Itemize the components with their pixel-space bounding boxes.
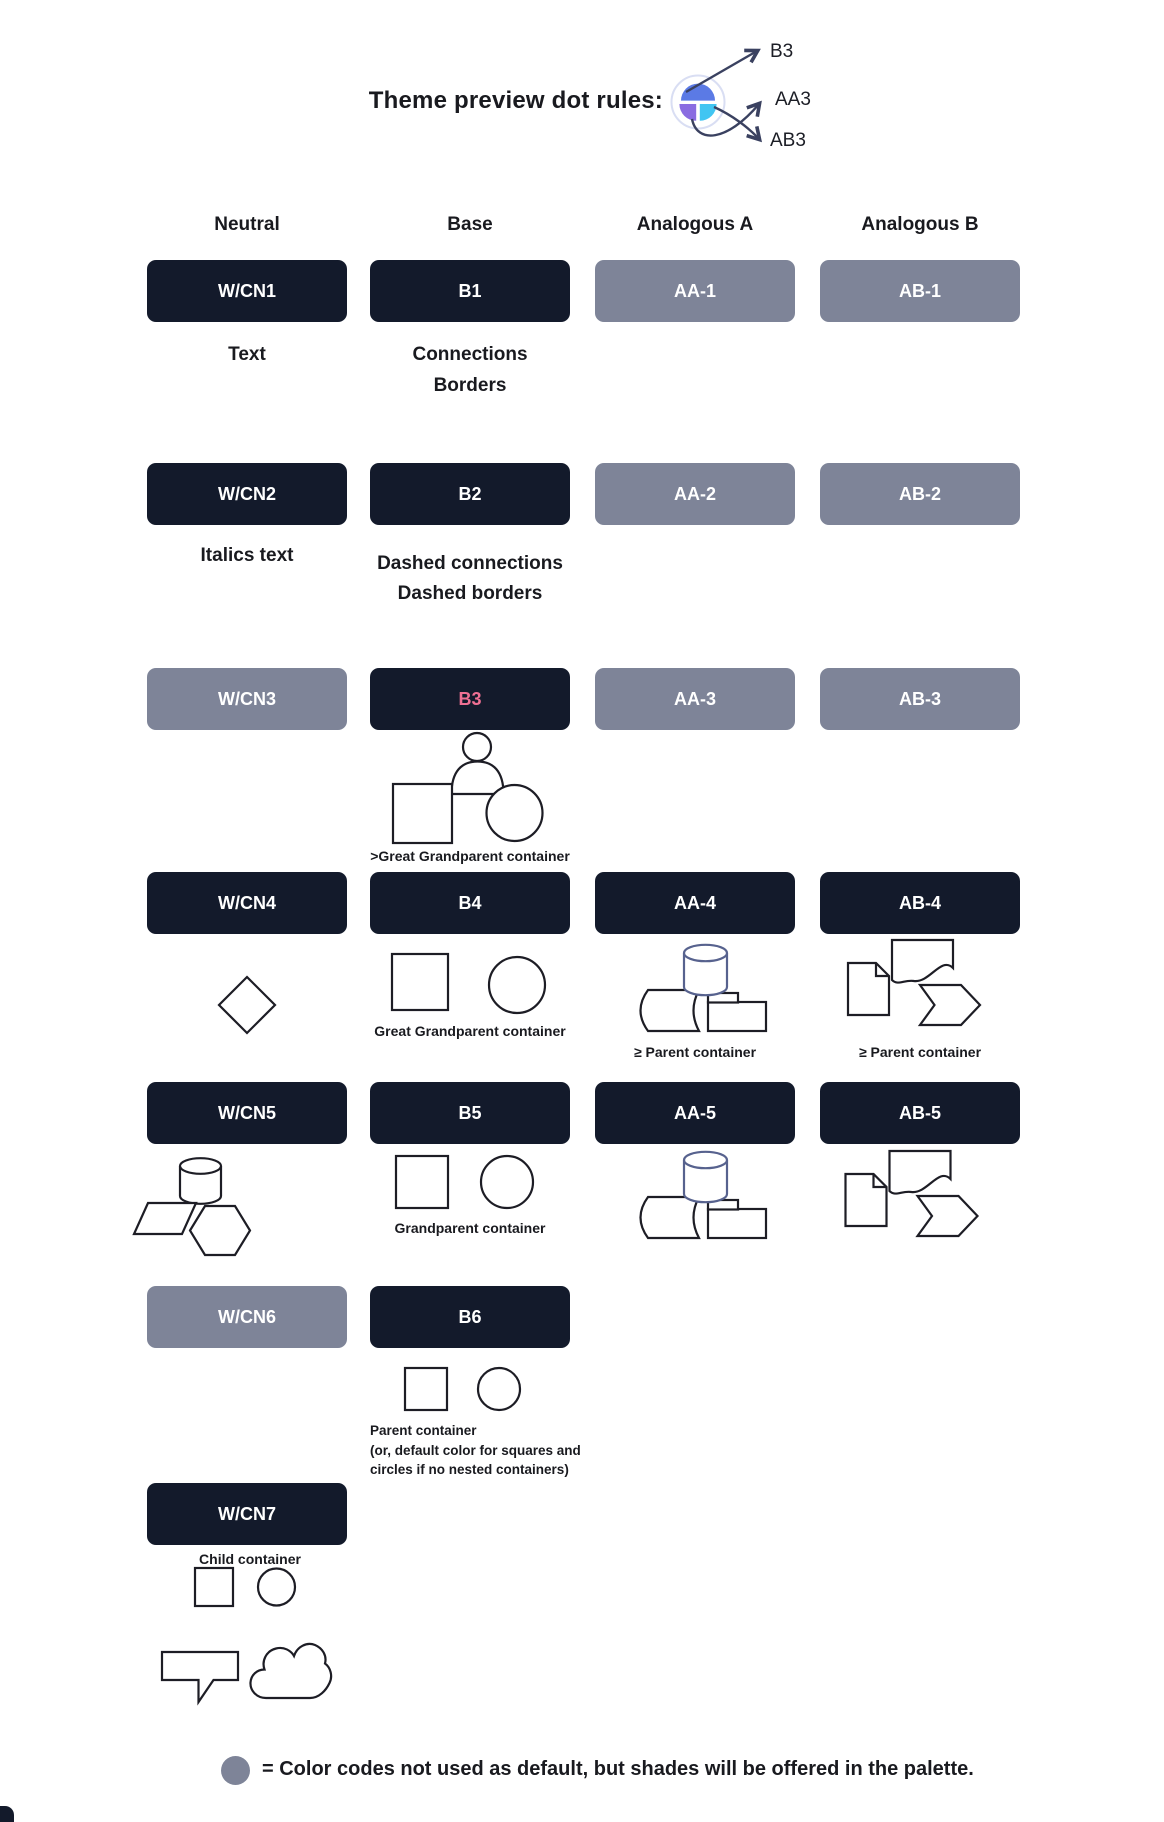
- swatch-wcn1: W/CN1: [147, 260, 347, 322]
- arrow-to-b3: [686, 51, 757, 92]
- swatch-b2: B2: [370, 463, 570, 525]
- note-grandparent: Grandparent container: [394, 1220, 546, 1236]
- dot-rule-arrows: [686, 51, 759, 139]
- swatch-wcn6: W/CN6: [147, 1286, 347, 1348]
- swatch-wcn5: W/CN5: [147, 1082, 347, 1144]
- note-borders: Borders: [433, 375, 507, 396]
- note-connections: Connections: [412, 344, 528, 365]
- note-parent-container-line3: circles if no nested containers): [370, 1462, 569, 1477]
- arrow-to-aa3: [692, 104, 759, 136]
- person-square-circle-icon: [393, 733, 543, 843]
- column-header-neutral: Neutral: [214, 214, 280, 235]
- square-icon: [392, 954, 448, 1010]
- square-icon: [195, 1568, 233, 1606]
- note-child-container: Child container: [199, 1551, 301, 1567]
- column-header-analogous-a: Analogous A: [636, 214, 754, 235]
- swatch-aa2: AA-2: [595, 463, 795, 525]
- swatch-b3: B3: [370, 668, 570, 730]
- ab5-shape-cluster: [846, 1151, 978, 1236]
- swatch-aa1: AA-1: [595, 260, 795, 322]
- aa4-shape-cluster: [641, 945, 767, 1031]
- note-dashed-connections: Dashed connections: [377, 553, 563, 574]
- swatch-b6: B6: [370, 1286, 570, 1348]
- person-shoulders-icon: [452, 762, 504, 795]
- swatch-aa4: AA-4: [595, 872, 795, 934]
- ab4-shape-cluster: [848, 940, 980, 1025]
- diamond-icon: [219, 977, 275, 1033]
- legend-note: = Color codes not used as default, but shades will be offered in the palette.: [262, 1758, 974, 1780]
- column-header-analogous-b: Analogous B: [861, 214, 979, 235]
- note-parent-aa: ≥ Parent container: [633, 1044, 757, 1060]
- note-gt-great-grandparent: >Great Grandparent container: [370, 848, 570, 864]
- swatch-ab2: AB-2: [820, 463, 1020, 525]
- speech-cloud-icons: [162, 1644, 331, 1702]
- dot-rule-label-b3: B3: [770, 41, 794, 62]
- swatch-wcn2: W/CN2: [147, 463, 347, 525]
- swatch-ab4: AB-4: [820, 872, 1020, 934]
- swatch-aa5: AA-5: [595, 1082, 795, 1144]
- note-dashed-borders: Dashed borders: [397, 583, 543, 604]
- circle-icon: [478, 1368, 520, 1410]
- dot-top-half: [681, 84, 715, 101]
- swatch-wcn3: W/CN3: [147, 668, 347, 730]
- note-parent-container-block: [370, 1421, 581, 1480]
- theme-preview-dot-icon: [672, 76, 725, 129]
- swatch-ab1: AB-1: [820, 260, 1020, 322]
- swatch-b1: B1: [370, 260, 570, 322]
- square-icon: [393, 784, 452, 843]
- circle-icon: [489, 957, 545, 1013]
- dot-bottom-left-quarter: [679, 104, 696, 121]
- circle-icon: [487, 785, 543, 841]
- circle-icon: [258, 1569, 295, 1606]
- arrow-to-ab3: [714, 107, 759, 139]
- note-parent-container-line2: (or, default color for squares and: [370, 1442, 581, 1458]
- dot-bottom-right-quarter: [700, 104, 717, 121]
- cylinder-top-icon: [180, 1158, 221, 1174]
- note-parent-container-line1: Parent container: [370, 1423, 477, 1438]
- swatch-aa3: AA-3: [595, 668, 795, 730]
- swatch-b4: B4: [370, 872, 570, 934]
- note-great-grandparent: Great Grandparent container: [374, 1023, 566, 1039]
- swatch-wcn7: W/CN7: [147, 1483, 347, 1545]
- page-title: Theme preview dot rules:: [368, 87, 663, 114]
- speech-bubble-icon: [162, 1652, 238, 1702]
- swatch-ab5: AB-5: [820, 1082, 1020, 1144]
- aa5-shape-cluster: [641, 1152, 767, 1238]
- swatch-ab3: AB-3: [820, 668, 1020, 730]
- square-circle-icon-wcn7: [195, 1568, 295, 1606]
- swatch-b5: B5: [370, 1082, 570, 1144]
- cylinder-parallelogram-hexagon-icon: [134, 1158, 250, 1255]
- cloud-icon: [250, 1644, 331, 1698]
- square-circle-icon-b6: [405, 1368, 520, 1410]
- square-circle-icon-b5: [396, 1156, 533, 1208]
- parallelogram-icon: [134, 1203, 196, 1234]
- cropped-swatch-corner: [0, 1806, 14, 1822]
- note-italics-text: Italics text: [200, 545, 294, 566]
- note-text: Text: [228, 344, 266, 365]
- dot-rule-label-ab3: AB3: [770, 130, 806, 151]
- cylinder-icon: [180, 1166, 221, 1204]
- note-parent-ab: ≥ Parent container: [858, 1044, 982, 1060]
- dot-rule-label-aa3: AA3: [775, 89, 811, 110]
- person-head-icon: [463, 733, 491, 761]
- square-icon: [405, 1368, 447, 1410]
- legend-dot-icon: [221, 1756, 250, 1785]
- square-circle-icon-b4: [392, 954, 545, 1013]
- column-header-base: Base: [447, 214, 493, 235]
- circle-icon: [481, 1156, 533, 1208]
- hexagon-icon: [190, 1206, 250, 1255]
- swatch-wcn4: W/CN4: [147, 872, 347, 934]
- square-icon: [396, 1156, 448, 1208]
